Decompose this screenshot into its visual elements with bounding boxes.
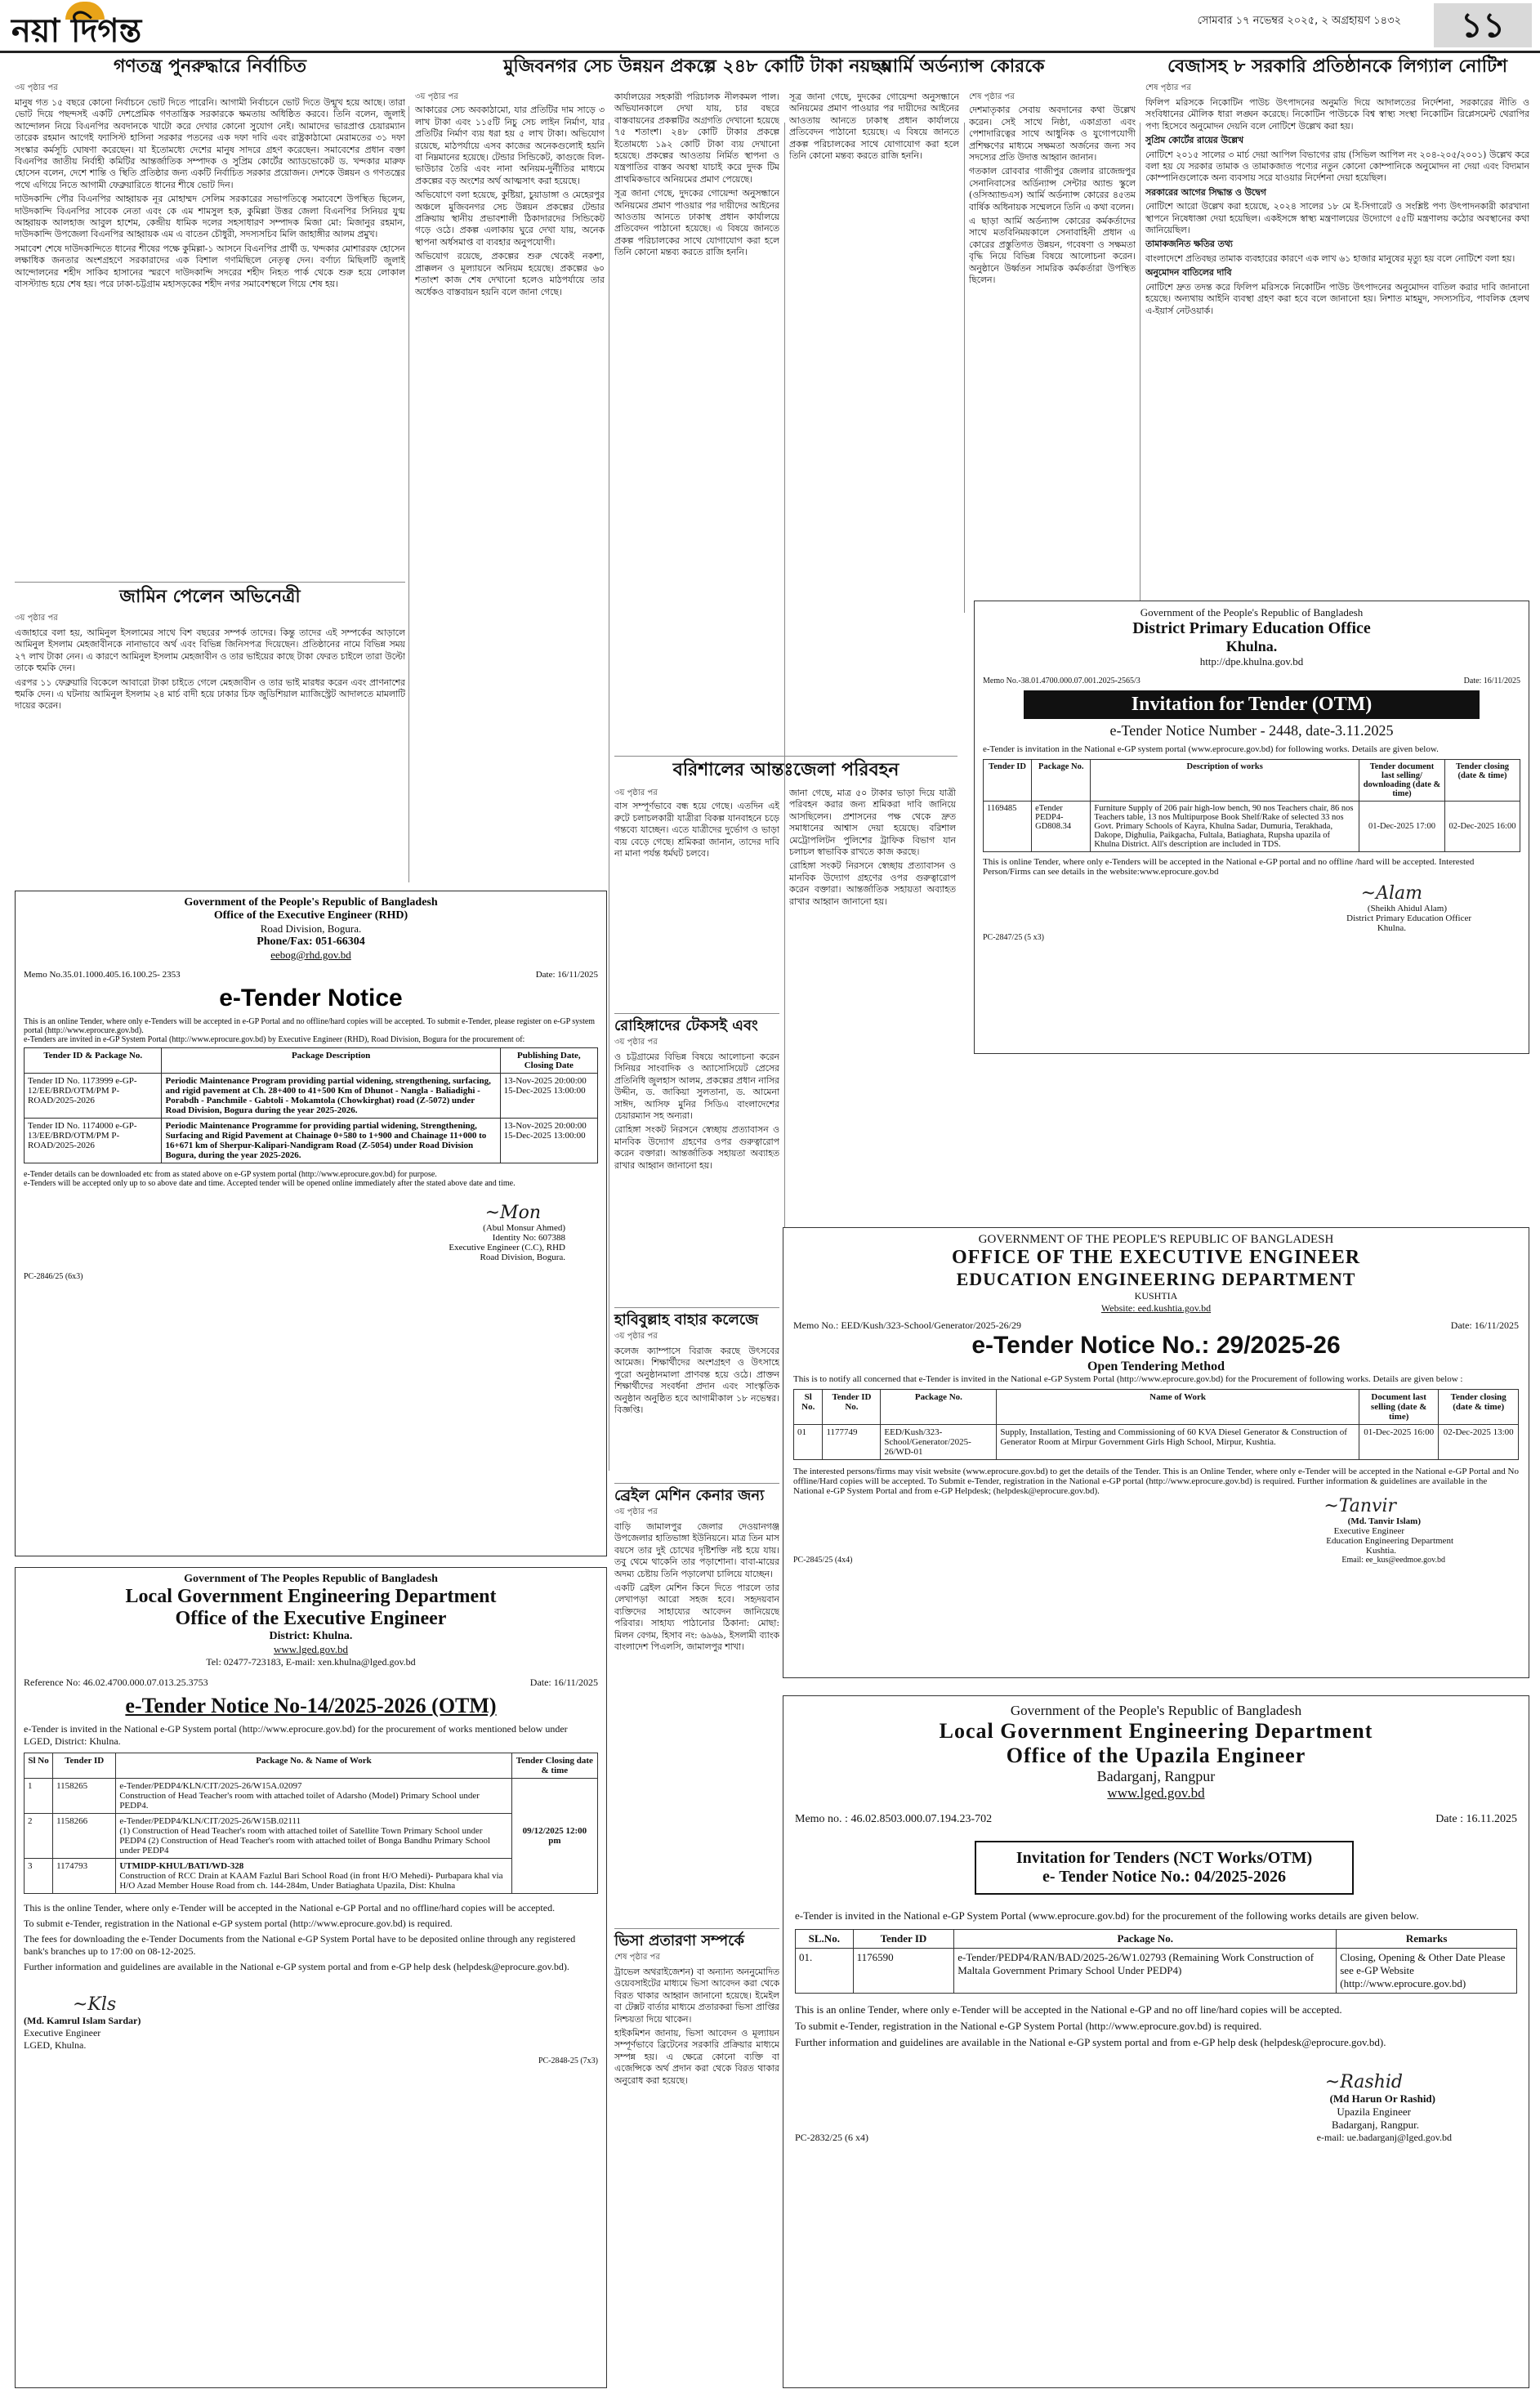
- table-cell: 1169485: [984, 802, 1032, 852]
- column-header: Tender closing (date & time): [1439, 1390, 1519, 1425]
- signatory-email: e-mail: ue.badarganj@lged.gov.bd: [1316, 2132, 1452, 2143]
- table-cell: e-Tender/PEDP4/RAN/BAD/2025-26/W1.02793 (Remaining Work Construction of Maltala Government Primary School Under PEDP4): [954, 1949, 1337, 1994]
- ad-reference: Reference No: 46.02.4700.000.07.013.25.3753: [24, 1677, 208, 1688]
- ad-title: e-Tender Notice: [219, 985, 403, 1011]
- ad-district: Khulna.: [1225, 638, 1278, 654]
- table-cell: Closing, Opening & Other Date Please see e-GP Website (http://www.eprocure.gov.bd): [1337, 1949, 1517, 1994]
- table-cell: 1158265: [53, 1779, 116, 1814]
- column-header: Package No.: [954, 1930, 1337, 1949]
- ad-intro: e-Tender is invited in the National e-GP System portal (http://www.eprocure.gov.bd) for the procurement of works mentioned below under LGED, District: Khulna.: [24, 1723, 568, 1747]
- paragraph: হাইকমিশন জানায়, ভিসা আবেদন ও মূল্যায়ন সম্পূর্ণভাবে ব্রিটেনের সরকারি প্রক্রিয়ার মাধ্যমে সম্পন্ন হয়। এ ক্ষেত্রে কোনো ব্যক্তি বা এজেন্সিকে অর্থ প্রদান করা থেকে বিরত থাকার অনুরোধ করা হয়েছে।: [614, 2028, 779, 2086]
- article-army-col1: [789, 92, 959, 761]
- table-cell: Tender ID No. 1174000 e-GP-13/EE/BRD/OTM/PM P-ROAD/2025-2026: [25, 1119, 162, 1163]
- signatory-title: Executive Engineer (C.C), RHD: [449, 1243, 565, 1253]
- ad-intro: This is an online Tender, where only e-Tenders will be accepted in e-GP Portal and no offline/hard copies will be accepted. To submit e-Tender, please register on e-GP system portal (http://www.eprocure.gov.bd).: [24, 1017, 596, 1035]
- column-header: Package No. & Name of Work: [116, 1753, 511, 1779]
- ad-dept-line: EDUCATION ENGINEERING DEPARTMENT: [956, 1269, 1356, 1289]
- pc-code: PC-2847/25 (5 x3): [983, 933, 1044, 942]
- ad-office-line: OFFICE OF THE EXECUTIVE ENGINEER: [951, 1247, 1361, 1268]
- table-row: [794, 1425, 1519, 1460]
- column-header: Sl No: [25, 1753, 53, 1779]
- tender-table: [983, 759, 1520, 852]
- table-cell: Supply, Installation, Testing and Commissioning of 60 KVA Diesel Generator & Construction of Generator Room at Mirpur Government Girls High School, Mirpur, Kushtia.: [997, 1425, 1359, 1460]
- article-mujibnagar-col1: [415, 92, 605, 864]
- ad-gov-line: Government of the People's Republic of Bangladesh: [1140, 606, 1364, 618]
- pc-code: PC-2832/25 (6 x4): [795, 2132, 868, 2143]
- table-cell: Periodic Maintenance Program providing partial widening, strengthening, surfacing, and rigid pavement at Ch. 28+400 to 41+500 Km of Dhunot - Nangla - Baliadighi - Porabdh - Panchmile - Gabtoli - Mokamtola (Chowkirghat) road (Z-5072) under Road Division, Bogura during the year 2025-2026.: [162, 1074, 500, 1119]
- ad-division-line: Road Division, Bogura.: [260, 922, 362, 935]
- ad-intro: e-Tenders are invited in e-GP System Portal (http://www.eprocure.gov.bd) by Executive Engineer (RHD), Road Division, Bogura for the procurement of:: [24, 1035, 525, 1044]
- ad-date: Date: 16/11/2025: [1463, 677, 1520, 685]
- article-barishal-col2: [789, 788, 956, 1245]
- pc-code: PC-2845/25 (4x4): [793, 1556, 853, 1565]
- paragraph: কার্যালয়ের সহকারী পরিচালক নীলকমল পাল। অভিযানকালে দেখা যায়, চার বছরে বাস্তবায়নের প্রকল্পটির অগ্রগতি দেখানো হয়েছে ৭৫ শতাংশ। ২৪৮ কোটি টাকার প্রকল্পে ইতোমধ্যে ১৯২ কোটি টাকা ব্যয় দেখানো হয়েছে। প্রকল্পের আওতায় নির্মিত স্থাপনা ও যন্ত্রপাতির বাস্তব অবস্থা যাচাই করে দুদক টিম প্রাথমিকভাবে অনিয়মের প্রমাণ পেয়েছে।: [614, 92, 779, 185]
- table-cell: 3: [25, 1859, 53, 1894]
- tender-table: [793, 1389, 1519, 1460]
- article-body: [614, 1521, 779, 1905]
- tender-table: [795, 1929, 1517, 1994]
- article-legal-notice: [1145, 56, 1529, 611]
- subheading: সুপ্রিম কোর্টের রায়ের উল্লেখ: [1145, 135, 1244, 146]
- signatory-title: Executive Engineer: [1333, 1526, 1404, 1536]
- table-row: [25, 1779, 598, 1814]
- signatory-dept: Education Engineering Department: [1326, 1536, 1453, 1546]
- ad-title-box: [975, 1841, 1354, 1895]
- signature-icon: ~Alam: [1360, 883, 1422, 904]
- subheading: অনুমোদন বাতিলের দাবি: [1145, 267, 1232, 279]
- column-header: Tender ID: [984, 760, 1032, 802]
- ad-intro: e-Tender is invited in the National e-GP System Portal (www.eprocure.gov.bd) for the procurement of the following works details are given below.: [795, 1909, 1419, 1922]
- paragraph: আকারের সেচ অবকাঠামো, যার প্রতিটির দাম সাড়ে ৩ লাখ টাকা এবং ১১৫টি নিচু সেচ লাইন নির্মাণ, যার প্রতিটির নির্মাণ ব্যয় ধরা হয় ৫ লাখ টাকা। অভিযোগ রয়েছে, মাঠপর্যায়ে এসব কাজের অনেকগুলোই হয়নি বা নিম্নমানের হয়েছে। টেন্ডার সিন্ডিকেট, কাগুজে বিল-ভাউচার তৈরি এবং নানা অনিয়ম-দুর্নীতির মাধ্যমে প্রকল্পের বড় অংশের অর্থ আত্মসাৎ করা হয়েছে।: [415, 105, 605, 186]
- ad-office-line: Office of the Executive Engineer: [175, 1608, 447, 1629]
- table-row: [796, 1949, 1517, 1994]
- ad-title: e-Tender Notice No.: 29/2025-26: [971, 1332, 1341, 1359]
- table-cell: 1: [25, 1779, 53, 1814]
- paragraph: রোহিঙ্গা সংকট নিরসনে স্বেচ্ছায় প্রত্যাবাসন ও মানবিক উদ্যোগ গ্রহণের ওপর গুরুত্বারোপ করেন বক্তারা। আন্তর্জাতিক সহায়তা অব্যাহত রাখার আহ্বান জানানো হয়।: [789, 860, 956, 907]
- headline: বরিশালের আন্তঃজেলা পরিবহন: [614, 756, 957, 782]
- ad-phone: Phone/Fax: 051-66304: [257, 936, 365, 948]
- column-header: Package No.: [881, 1390, 997, 1425]
- signature-icon: ~Rashid: [1324, 2072, 1403, 2092]
- tender-table: [24, 1047, 598, 1163]
- ad-district: KUSHTIA: [1134, 1290, 1178, 1302]
- column-header: Remarks: [1337, 1930, 1517, 1949]
- signatory-name: (Abul Monsur Ahmed): [483, 1223, 565, 1233]
- signatory-id: Identity No: 607388: [492, 1233, 565, 1243]
- article-habibullah-college: [614, 1307, 779, 1471]
- column-header: Tender ID No.: [823, 1390, 881, 1425]
- paragraph: বাড়ি জামালপুর জেলার দেওয়ানগঞ্জ উপজেলার হাতিভাঙ্গা ইউনিয়নে। মাত্র তিন মাস বয়সে তার দুই চোখের দৃষ্টিশক্তি নষ্ট হয়ে যায়। তবু থেমে থাকেনি তার পড়াশোনা। বাবা-মায়ের অদম্য চেষ্টায় তিনি পড়ালেখা চালিয়ে যাচ্ছেন।: [614, 1521, 779, 1579]
- paragraph: ফিলিপ মরিসকে নিকোটিন পাউচ উৎপাদনের অনুমতি দিয়ে আদালতের নির্দেশনা, সরকারের নীতি ও সংবিধানের মৌলিক ধারা লঙ্ঘন করেছে। নিকোটিন পাউচকে বিশ্ব স্বাস্থ্য সংস্থা নিকোটিন রিপ্লেসমেন্ট থেরাপির পণ্য হিসেবে অনুমোদন দেয়নি বলে নোটিশে উল্লেখ করা হয়।: [1145, 97, 1529, 132]
- tender-table: [24, 1753, 598, 1894]
- paragraph: একটি ব্রেইল মেশিন কিনে দিতে পারলে তার লেখাপড়া আরো সহজ হবে। সহৃদয়বান ব্যক্তিদের সাহায্যের আবেদন জানিয়েছে পরিবার। সাহায্য পাঠানোর ঠিকানা: মোছা: মিলন বেগম, হিসাব নং: ৬৯৬৯, ইসলামী ব্যাংক বাংলাদেশ পিএলসি, জামালপুর শাখা।: [614, 1583, 779, 1653]
- ad-subtitle: e-Tender Notice Number - 2448, date-3.11.2025: [1109, 722, 1394, 739]
- ad-footnote: The interested persons/firms may visit website (www.eprocure.gov.bd) to get the details of the Tender. This is an Online Tender, where only e-Tender will be accepted in the National e-GP Portal and No offline/Hard copies will be accepted. To Submit e-Tender, registration in the National e-GP portal (http://www.eprocure.gov.bd) is required. Further information & guidelines are available in the National e-GP System Portal and from e-GP Helpdesk; (helpdesk@eprocure.gov.bd).: [793, 1467, 1519, 1496]
- column-header: Document last selling (date & time): [1359, 1390, 1439, 1425]
- signatory-title: Upazila Engineer: [1337, 2106, 1411, 2118]
- ad-website[interactable]: www.lged.gov.bd: [273, 1643, 349, 1655]
- signatory-place: Badarganj, Rangpur.: [1332, 2119, 1419, 2131]
- table-cell: 01: [794, 1425, 823, 1460]
- ad-website[interactable]: http://dpe.khulna.gov.bd: [1199, 655, 1304, 668]
- ad-intro: e-Tender is invitation in the National e-GP system portal (www.eprocure.gov.bd) for following works. Details are given below.: [983, 744, 1439, 754]
- table-cell: 2: [25, 1814, 53, 1859]
- ad-memo: Memo No.-38.01.4700.000.07.001.2025-2565/3: [983, 677, 1140, 685]
- ad-district: Badarganj, Rangpur: [1096, 1768, 1216, 1784]
- article-army-head: [789, 56, 1132, 88]
- ad-title: e-Tender Notice No-14/2025-2026 (OTM): [125, 1694, 497, 1717]
- headline: ভিসা প্রতারণা সম্পর্কে: [614, 1928, 779, 1951]
- table-cell: 13-Nov-2025 20:00:00 15-Dec-2025 13:00:00: [500, 1074, 597, 1119]
- work-name: (1) Construction of Head Teacher's room with attached toilet of Satellite Town Primary School under PEDP4 (2) Construction of Head Teacher's room with attached toilet of Bonga Bandhu Primary School under PEDP4: [119, 1826, 491, 1855]
- paragraph: মানুষ গত ১৫ বছরে কোনো নির্বাচনে ভোট দিতে পারেনি। আগামী নির্বাচনে ভোট দিতে উন্মুখ হয়ে আছে। তারা ভোট দিয়ে পছন্দসই একটি দেশপ্রেমিক গণতান্ত্রিক সরকারকে ক্ষমতায় অধিষ্ঠিত করবে। তিনি বলেন, জুলাই আন্দোলন নিয়ে বিএনপির অবদানকে খাটো করে দেখার কোনো সুযোগ নেই। আমাদের ভারপ্রাপ্ত চেয়ারম্যান তারেক রহমান আগেই ফ্যাসিস্ট হাসিনা সরকার পতনের এক দফা দাবি এবং রাষ্ট্রকাঠামো মেরামতের ৩১ দফা সংস্কার কর্মসূচি ঘোষণা করেছেন। যা ইতোমধ্যে দেশের মানুষ সাদরে গ্রহণ করেছেন। সমাবেশের প্রধান বক্তা বিএনপির জাতীয় নির্বাহী কমিটির আন্তর্জাতিক সম্পাদক ও সুপ্রিম কোর্টের অ্যাডভোকেট ড. খন্দকার মারুফ হোসেন বলেন, দেশে শান্তি ও স্থিতি প্রতিষ্ঠার জন্য একটি নির্বাচিত সরকার প্রয়োজন। দেশকে উন্নয়ন ও গণতন্ত্রের পথে এগিয়ে নিতে আগামী ফেব্রুয়ারিতে ধানের শীষে ভোট দিন।: [15, 97, 405, 190]
- table-cell: 01-Dec-2025 16:00: [1359, 1425, 1439, 1460]
- article-body: [15, 627, 405, 889]
- table-header: [984, 760, 1520, 802]
- ad-footnote: The fees for downloading the e-Tender Documents from the National e-GP System Portal have to be deposited online through any registered bank's branches up to 17:00 on 08-12-2025.: [24, 1933, 576, 1957]
- paragraph: অভিযোগ রয়েছে, প্রকল্পের শুরু থেকেই নকশা, প্রাক্কলন ও মূল্যায়নে অনিয়ম হয়েছে। প্রকল্পের ৬০ শতাংশ কাজ শেষ দেখানো হলেও মাঠপর্যায়ে তার অর্ধেকও বাস্তবায়ন হয়নি বলে জানা গেছে।: [415, 251, 605, 297]
- signatory-title: District Primary Education Officer: [1346, 913, 1471, 923]
- headline: বেজাসহ ৮ সরকারি প্রতিষ্ঠানকে লিগ্যাল নোটিশ: [1167, 56, 1507, 77]
- table-row: [25, 1119, 598, 1163]
- article-body: [1145, 97, 1529, 604]
- ad-email[interactable]: eebog@rhd.gov.bd: [270, 949, 351, 961]
- ad-date: Date: 16/11/2025: [1450, 1320, 1519, 1331]
- table-cell: 13-Nov-2025 20:00:00 15-Dec-2025 13:00:00: [500, 1119, 597, 1163]
- pc-code: PC-2846/25 (6x3): [24, 1272, 83, 1281]
- paragraph: দাউদকান্দি পৌর বিএনপির আহ্বায়ক নূর মোহাম্মদ সেলিম সরকারের সভাপতিত্বে সমাবেশে উপস্থিত ছিলেন, দাউদকান্দি বিএনপির সাবেক নেতা এবং কে এম শামসুল হক, কুমিল্লা উত্তর জেলা বিএনপির সিনিয়র যুগ্ম আহ্বায়ক আলহাজ আবুল হাশেম, কেন্দ্রীয় ধামিক দলের সহসাধারণ সম্পাদক মিজা মো: মিজানুর রহমান, দাউদকান্দি উপজেলা বিএনপির আহ্বায়ক এম এ বাতেন চৌধুরী, সদস্যসচিব মিলি জাহাঙ্গীর আলম প্রমুখ।: [15, 194, 405, 240]
- continuation-note: ৩য় পৃষ্ঠার পর: [15, 614, 58, 623]
- continuation-note: ৩য় পৃষ্ঠার পর: [614, 1332, 658, 1341]
- paragraph: ও চট্টগ্রামের বিভিন্ন বিষয়ে আলোচনা করেন সিনিয়র সাংবাদিক ও অ্যাসোসিয়েট প্রেসের প্রতিনিধি জুলহাস আলম, প্রকল্পের প্রধান নাসির উদ্দীন, ড. জাকিয়া সুলতানা, ড. আমেনা সাঈদ, আসিফ মুনির সিডিএ বাংলাদেশের চেয়ারম্যান সহ অন্যরা।: [614, 1052, 779, 1122]
- ad-website[interactable]: www.lged.gov.bd: [1107, 1785, 1205, 1801]
- table-cell: 1176590: [853, 1949, 954, 1994]
- signatory-place: Khulna.: [1377, 923, 1406, 933]
- ad-office-line: District Primary Education Office: [1132, 619, 1371, 637]
- table-header: [25, 1753, 598, 1779]
- ad-dept-line: Local Government Engineering Department: [125, 1586, 497, 1607]
- column-header: Sl No.: [794, 1390, 823, 1425]
- paragraph: অভিযোগে বলা হয়েছে, কুষ্টিয়া, চুয়াডাঙ্গা ও মেহেরপুর অঞ্চলে মুজিবনগর সেচ উন্নয়ন প্রকল্পের টেন্ডার প্রক্রিয়ায় স্থানীয় প্রভাবশালী ঠিকাদারদের সিন্ডিকেট গড়ে ওঠে। প্রকল্প এলাকায় ঘুরে দেখা যায়, অনেক স্থাপনা অর্ধসমাপ্ত বা ব্যবহার অনুপযোগী।: [415, 190, 605, 248]
- signature-icon: ~Mon: [484, 1203, 541, 1223]
- table-cell: Tender ID No. 1173999 e-GP-12/EE/BRD/OTM/PM P-ROAD/2025-2026: [25, 1074, 162, 1119]
- ad-footnote: e-Tender details can be downloaded etc from as stated above on e-GP system portal (http://www.eprocure.gov.bd) for purpose.: [24, 1170, 437, 1179]
- table-header: [25, 1048, 598, 1074]
- continuation-note: ৩য় পৃষ্ঠার পর: [415, 92, 458, 101]
- ad-lged-khulna: [15, 1567, 607, 2388]
- masthead: [0, 0, 1540, 53]
- article-body: [15, 97, 405, 587]
- signatory-place: Road Division, Bogura.: [480, 1253, 565, 1262]
- column-header: Name of Work: [997, 1390, 1359, 1425]
- paragraph: বাস সম্পূর্ণভাবে বন্ধ হয়ে গেছে। এতদিন এই রুটে চলাচলকারী যাত্রীরা বিকল্প যানবাহনে চড়ে গন্তব্যে যাচ্ছেন। এতে যাত্রীদের দুর্ভোগ ও ভাড়া ব্যয় বেড়ে গেছে। শ্রমিকরা জানান, তাদের দাবি না মানা পর্যন্ত ধর্মঘট চলবে।: [614, 801, 779, 860]
- ad-title: Invitation for Tender (OTM): [1024, 690, 1480, 719]
- table-cell: Furniture Supply of 206 pair high-low bench, 90 nos Teachers chair, 86 nos Teachers table, 13 nos Multipurpose Book Shelf/Rake of selected 33 nos Govt. Primary Schools of Kayra, Khulna Sadar, Dumuria, Terakhada, Dakope, Dighulia, Paikgacha, Fultala, Batiaghata, Rupsha upazila of Khulna District. All's description are included in TDS.: [1091, 802, 1359, 852]
- paragraph: জানা গেছে, মাত্র ৫০ টাকার ভাড়া দিয়ে যাত্রী পরিবহন করার জন্য শ্রমিকরা দাবি জানিয়ে আসছিলেন। প্রশাসনের পক্ষ থেকে দ্রুত সমাধানের আশ্বাস দেয়া হয়েছে। বরিশাল মেট্রোপলিটন পুলিশের ট্রাফিক বিভাগ যান চলাচল স্বাভাবিক রাখতে কাজ করছে।: [789, 788, 956, 858]
- table-cell: 01.: [796, 1949, 854, 1994]
- table-cell: Periodic Maintenance Programme for providing partial widening, Strengthening, Surfacing and Rigid Pavement at Chainage 0+580 to 1+900 and Chainage 11+000 to 16+671 km of Sherpur-Kalipari-Nandigram Road (Z-5054) under Road Division Bogura, during the year 2025-2026.: [162, 1119, 500, 1163]
- ad-dept-line: Local Government Engineering Department: [939, 1719, 1373, 1743]
- pc-code: PC-2848-25 (7x3): [538, 2056, 598, 2065]
- paragraph: সমাবেশ শেষে দাউদকান্দিতে ধানের শীষের পক্ষে কুমিল্লা-১ আসনে বিএনপির প্রার্থী ড. খন্দকার মোশাররফ হোসেন লক্ষাধিক জনতার অংশগ্রহণে সরকারাদের এক বিশাল গণমিছিলে নেতৃত্ব দেন। বর্ণাঢ্য মিছিলটি জুলাই আন্দোলনের শহীদ সাকিব হাসানের স্মরণে দাউদকান্দি সদরের শহীদ নিহত পার্ক থেকে শুরু হয়ে লোকাল বাসস্ট্যান্ড হয়ে শেষ হয়। পরে ঢাকা-চট্টগ্রাম মহাসড়কের শহীদ নগর সমাবেশস্থলে গিয়ে শেষ হয়।: [15, 243, 405, 290]
- table-header: [794, 1390, 1519, 1425]
- ad-date: Date: 16/11/2025: [535, 970, 598, 980]
- paragraph: বাংলাদেশে প্রতিবছর তামাক ব্যবহারের কারণে এক লাখ ৬১ হাজার মানুষের মৃত্যু হয় বলে নোটিশে বলা হয়।: [1145, 252, 1515, 264]
- work-name: Construction of Head Teacher's room with attached toilet of Adarsho (Model) Primary School under PEDP4.: [119, 1791, 480, 1811]
- ad-date: Date : 16.11.2025: [1435, 1813, 1517, 1825]
- signatory-name: (Sheikh Ahidul Alam): [1367, 904, 1447, 913]
- column-header: Publishing Date, Closing Date: [500, 1048, 597, 1074]
- headline: গণতন্ত্র পুনরুদ্ধারে নির্বাচিত: [114, 56, 306, 77]
- continuation-note: শেষ পৃষ্ঠার পর: [969, 92, 1015, 101]
- column-header: Description of works: [1091, 760, 1359, 802]
- ad-office-line: Office of the Upazila Engineer: [1006, 1744, 1306, 1767]
- table-cell: 09/12/2025 12:00 pm: [511, 1779, 597, 1894]
- column-header: Tender document last selling/ downloading (date & time): [1359, 760, 1444, 802]
- ad-memo: Memo No.35.01.1000.405.16.100.25- 2353: [24, 970, 181, 980]
- ad-gov-line: Government of the People's Republic of Bangladesh: [184, 896, 438, 909]
- ad-footnote: This is online Tender, where only e-Tenders will be accepted in the National e-GP portal and no offline /hard will be accepted. Interested Person/Firms can see details in the website:www.eprocure.gov.bd: [983, 857, 1475, 877]
- table-cell: 1177749: [823, 1425, 881, 1460]
- headline: রোহিঙ্গাদের টেকসই এবং: [614, 1013, 779, 1036]
- ad-contact: Tel: 02477-723183, E-mail: xen.khulna@lged.gov.bd: [206, 1656, 416, 1668]
- article-barishal-head: [614, 756, 957, 784]
- signature-icon: ~Kls: [73, 1994, 117, 2015]
- continuation-note: ৩য় পৃষ্ঠার পর: [614, 788, 658, 797]
- ad-gov-line: Government of the People's Republic of Bangladesh: [1010, 1703, 1302, 1718]
- paragraph: রোহিঙ্গা সংকট নিরসনে স্বেচ্ছায় প্রত্যাবাসন ও মানবিক উদ্যোগ গ্রহণের ওপর গুরুত্বারোপ করেন বক্তারা। আন্তর্জাতিক সহায়তা অব্যাহত রাখার আহ্বান জানানো হয়।: [614, 1124, 779, 1171]
- article-braille-machine: [614, 1483, 779, 1916]
- subheading: সরকারের আগের সিদ্ধান্ত ও উদ্বেগ: [1145, 186, 1266, 198]
- newspaper-logo: নয়া দিগন্ত: [11, 12, 142, 50]
- ad-dpe-khulna: [974, 601, 1529, 1054]
- article-body: [614, 1967, 779, 2375]
- article-actress-bail: [15, 582, 405, 886]
- paragraph: নোটিশে ২০১৫ সালের ৩ মার্চ দেয়া আপিল বিভাগের রায় (সিভিল আপিল নং ২০৪-২০৫/২০০১) উল্লেখ করে বলা হয় যে সরকার তামাক ও তামাকজাত পণ্যের নতুন কোনো কোম্পানিকে অনুমোদন না দেয়া এবং বিদ্যমান কোম্পানিগুলোকে অন্য ব্যবসায় সরে যাওয়ার নির্দেশনা দেয়া হয়েছিল।: [1145, 149, 1529, 184]
- ad-intro: This is to notify all concerned that e-Tender is invited in the National e-GP System Portal (http://www.eprocure.gov.bd) for the Procurement of following works. Details are given below :: [793, 1374, 1463, 1384]
- signatory-name: (Md. Kamrul Islam Sardar): [24, 2015, 141, 2026]
- ad-gov-line: Government of The Peoples Republic of Bangladesh: [184, 1573, 438, 1585]
- continuation-note: শেষ পৃষ্ঠার পর: [1145, 83, 1191, 92]
- table-cell: [116, 1779, 511, 1814]
- ad-footnote: This is the online Tender, where only e-Tender will be accepted in the National e-GP Portal and no offline/hard copies will be accepted.: [24, 1902, 556, 1913]
- ad-rhd-bogura: [15, 891, 607, 1556]
- table-row: [984, 802, 1520, 852]
- column-header: Package Description: [162, 1048, 500, 1074]
- package-no: e-Tender/PEDP4/KLN/CIT/2025-26/W15B.02111: [119, 1816, 301, 1826]
- table-row: [25, 1814, 598, 1859]
- paragraph: দেশমাতৃকার সেবায় অবদানের কথা উল্লেখ করেন। সেই সাথে নিষ্ঠা, একাগ্রতা এবং পেশাদারিত্বের সাথে আধুনিক ও যুগোপযোগী প্রশিক্ষণের মাধ্যমে সক্ষমতা অর্জনের জন্য সব সদস্যের প্রতি উদাত্ত আহ্বান জানান।: [969, 105, 1136, 163]
- ad-website[interactable]: Website: eed.kushtia.gov.bd: [1100, 1302, 1212, 1314]
- paragraph: এ ছাড়া আর্মি অর্ডন্যান্স কোরের কর্মকর্তাদের সাথে মতবিনিময়কালে সেনাবাহিনী প্রধান এ কোরের প্রস্তুতিগত উন্নয়ন, গবেষণা ও সক্ষমতা বৃদ্ধি নিয়ে বিভিন্ন বিষয়ে আলোচনা করেন। অনুষ্ঠানে উর্ধ্বতন সামরিক কর্মকর্তারা উপস্থিত ছিলেন।: [969, 216, 1136, 286]
- work-name: Construction of RCC Drain at KAAM Fazlul Bari School Road (in front H/O Mehedi)- Purbapara khal via H/O Azad Member House Road from ch. 144-284m, Under Batiaghata Upazila, Dist: Khulna: [119, 1871, 503, 1891]
- paragraph: সূত্র জানা গেছে, দুদকের গোয়েন্দা অনুসন্ধানে অনিয়মের প্রমাণ পাওয়ার পর দায়ীদের আইনের আওতায় আনতে ঢাকাস্থ প্রধান কার্যালয়ে প্রতিবেদন পাঠানো হয়েছে। এ বিষয়ে জানতে প্রকল্প পরিচালকের সাথে যোগাযোগ করা হলে তিনি কোনো মন্তব্য করতে রাজি হননি।: [614, 188, 779, 258]
- table-cell: 1158266: [53, 1814, 116, 1859]
- column-header: Package No.: [1032, 760, 1091, 802]
- ad-subtitle: Open Tendering Method: [1087, 1360, 1225, 1373]
- continuation-note: ৩য় পৃষ্ঠার পর: [614, 1507, 658, 1516]
- table-row: [25, 1074, 598, 1119]
- table-cell: [116, 1859, 511, 1894]
- column-header: Tender Closing date & time: [511, 1753, 597, 1779]
- issue-date: সোমবার ১৭ নভেম্বর ২০২৫, ২ অগ্রহায়ণ ১৪৩২: [1197, 15, 1401, 27]
- ad-gov-line: GOVERNMENT OF THE PEOPLE'S REPUBLIC OF BANGLADESH: [978, 1233, 1334, 1246]
- paragraph: ট্রাভেল অথরাইজেশন) বা অন্যান্য অননুমোদিত ওয়েবসাইটের মাধ্যমে ভিসা আবেদন করা থেকে বিরত থাকার আহ্বান জানানো হয়েছে। ইমেইল বা টেক্সট বার্তার মাধ্যমে প্রতারকরা ভিসা প্রাপ্তির নিশ্চয়তা দিয়ে থাকেন।: [614, 1967, 779, 2025]
- paragraph: নোটিশে আরো উল্লেখ করা হয়েছে, ২০২৪ সালের ১৮ মে ই-সিগারেট ও সংশ্লিষ্ট পণ্য উৎপাদনকারী কারখানা স্থাপনে নিষেধাজ্ঞা দেয়া হয়েছিল। একইসঙ্গে স্বাস্থ্য মন্ত্রণালয়ের উদ্যোগে ৫৫টি মন্ত্রণালয় কঠোর অবস্থানের কথা জানিয়েছিল।: [1145, 201, 1529, 236]
- column-header: Tender ID & Package No.: [25, 1048, 162, 1074]
- ad-district: District: Khulna.: [269, 1630, 353, 1642]
- column-header: SL.No.: [796, 1930, 854, 1949]
- ad-memo: Memo no. : 46.02.8503.000.07.194.23-702: [795, 1813, 993, 1825]
- ad-memo: Memo No.: EED/Kush/323-School/Generator/2025-26/29: [793, 1320, 1021, 1331]
- page-number: ১১: [1434, 3, 1532, 47]
- article-body: [614, 1346, 779, 1468]
- article-democracy: [15, 56, 405, 587]
- ad-footnote: e-Tenders will be accepted only up to so above date and time. Accepted tender will be opened online immediately after the stated above date and time.: [24, 1179, 516, 1188]
- ad-subtitle: e- Tender Notice No.: 04/2025-2026: [1042, 1868, 1286, 1886]
- paragraph: এরপর ১১ ফেব্রুয়ারি বিকেলে আবারো টাকা চাইতে গেলে মেহজাবীন ও তার ভাই মারধর করেন এবং প্রাণনাশের হুমকি দেন। এ ঘটনায় আমিনুল ইসলাম ২৪ মার্চ বাদী হয়ে ঢাকার চিফ জুডিশিয়াল ম্যাজিস্ট্রেট আদালতে মামলাটি দায়ের করেন।: [15, 677, 405, 712]
- subheading: তামাকজনিত ক্ষতির তথ্য: [1145, 239, 1233, 250]
- table-cell: [116, 1814, 511, 1859]
- headline: ব্রেইল মেশিন কেনার জন্য: [614, 1483, 779, 1506]
- paragraph: নোটিশে দ্রুত তদন্ত করে ফিলিপ মরিসকে নিকোটিন পাউচ উৎপাদনের অনুমোদন বাতিল করার দাবি জানানো হয়েছে। অন্যথায় আইনি ব্যবস্থা গ্রহণ করা হবে বলে জানানো হয়। নিশাত মাহমুদ, সদস্যসচিব, পাবলিক হেলথ এ-ইয়ার্স নেটওয়ার্ক।: [1145, 281, 1529, 316]
- ad-footnote: To submit e-Tender, registration in the National e-GP System Portal (http://www.eprocure.gov.bd) is required.: [795, 2020, 1262, 2032]
- article-visa-fraud: [614, 1928, 779, 2386]
- ad-footnote: To submit e-Tender, registration in the National e-GP system portal (http://www.eprocure.gov.bd) is required.: [24, 1918, 453, 1929]
- signatory-name: (Md Harun Or Rashid): [1329, 2092, 1435, 2105]
- signatory-title: Executive Engineer: [24, 2027, 101, 2039]
- signatory-name: (Md. Tanvir Islam): [1347, 1516, 1421, 1526]
- table-cell: EED/Kush/323-School/Generator/2025-26/WD-01: [881, 1425, 997, 1460]
- package-no: e-Tender/PEDP4/KLN/CIT/2025-26/W15A.02097: [119, 1781, 302, 1791]
- headline: আর্মি অর্ডন্যান্স কোরকে: [877, 56, 1045, 77]
- paragraph: গতকাল রোববার গাজীপুর জেলার রাজেন্দ্রপুর সেনানিবাসের অর্ডিন্যান্স সেন্টার অ্যান্ড স্কুলে (ওসিঅ্যান্ডএস) আর্মি অর্ডন্যান্স কোরের ৪৫তম বার্ষিক অধিনায়ক সম্মেলনে তিনি এ কথা বলেন।: [969, 166, 1136, 212]
- ad-eed-kushtia: [783, 1227, 1529, 1678]
- table-row: [25, 1859, 598, 1894]
- ad-date: Date: 16/11/2025: [529, 1677, 598, 1688]
- signatory-place: LGED, Khulna.: [24, 2039, 87, 2051]
- paragraph: এজাহারে বলা হয়, আমিনুল ইসলামের সাথে বিশ বছরের সম্পর্ক তাদের। কিন্তু তাদের এই সম্পর্কের আড়ালে আমিনুল ইসলাম মেহজাবীনকে নানাভাবে অর্থ এবং বিভিন্ন জিনিসপত্র দিয়েছেন। প্রতিষ্ঠানের নামে বিভিন্ন সময় ২৭ লাখ টাকা নেন। এ কারণে আমিনুল ইসলাম মেহজাবীন ও তার ভাইয়ের কাছে টাকা ফেরত চাইলে তারা উল্টো তাকে হুমকি দেন।: [15, 627, 405, 674]
- headline: মুজিবনগর সেচ উন্নয়ন প্রকল্পে ২৪৮ কোটি টাকা নয়ছয়: [503, 56, 892, 77]
- ad-title: Invitation for Tenders (NCT Works/OTM): [1016, 1849, 1313, 1867]
- headline: হাবিবুল্লাহ বাহার কলেজে: [614, 1307, 779, 1330]
- package-no: UTMIDP-KHUL/BATI/WD-328: [119, 1861, 244, 1871]
- article-barishal-col1: [614, 788, 779, 1008]
- paragraph: কলেজ ক্যাম্পাসে বিরাজ করছে উৎসবের আমেজ। শিক্ষার্থীদের অংশগ্রহণ ও উৎসাহে পুরো অনুষ্ঠানমালা প্রাণবন্ত হয়ে ওঠে। প্রাক্তন শিক্ষার্থীদের সংবর্ধনা প্রদান এবং সাংস্কৃতিক অনুষ্ঠান অনুষ্ঠিত হবে আগামীকাল ১৮ নভেম্বর। বিজ্ঞপ্তি।: [614, 1346, 779, 1416]
- ad-office-line: Office of the Executive Engineer (RHD): [213, 909, 408, 922]
- headline: জামিন পেলেন অভিনেত্রী: [15, 582, 405, 609]
- column-header: Tender closing (date & time): [1445, 760, 1520, 802]
- continuation-note: শেষ পৃষ্ঠার পর: [614, 1953, 660, 1962]
- column-header: Tender ID: [53, 1753, 116, 1779]
- continuation-note: ৩য় পৃষ্ঠার পর: [614, 1038, 658, 1047]
- table-cell: 1174793: [53, 1859, 116, 1894]
- paragraph: সূত্র জানা গেছে, দুদকের গোয়েন্দা অনুসন্ধানে অনিয়মের প্রমাণ পাওয়ার পর দায়ীদের আইনের আওতায় আনতে ঢাকাস্থ প্রধান কার্যালয়ে প্রতিবেদন পাঠানো হয়েছে। এ বিষয়ে জানতে প্রকল্প পরিচালকের সাথে যোগাযোগ করা হলে তিনি কোনো মন্তব্য করতে রাজি হননি।: [789, 92, 959, 162]
- column-header: Tender ID: [853, 1930, 954, 1949]
- table-cell: 02-Dec-2025 16:00: [1445, 802, 1520, 852]
- article-rohingya: [614, 1013, 779, 1291]
- table-cell: 01-Dec-2025 17:00: [1359, 802, 1444, 852]
- signature-icon: ~Tanvir: [1324, 1496, 1396, 1516]
- table-cell: eTender PEDP4-GD808.34: [1032, 802, 1091, 852]
- signatory-place: Kushtia.: [1366, 1546, 1396, 1556]
- signatory-email: Email: ee_kus@eedmoe.gov.bd: [1341, 1556, 1445, 1565]
- continuation-note: ৩য় পৃষ্ঠার পর: [15, 83, 58, 92]
- ad-footnote: This is an online Tender, where only e-Tender will be accepted in the National e-GP and no off line/hard copies will be accepted.: [795, 2003, 1342, 2016]
- ad-lged-rangpur: [783, 1695, 1529, 2388]
- ad-footnote: Further information and guidelines are available in the National e-GP system portal and from e-GP help desk (helpdesk@eprocure.gov.bd).: [795, 2036, 1386, 2048]
- table-cell: 02-Dec-2025 13:00: [1439, 1425, 1519, 1460]
- ad-footnote: Further information and guidelines are available in the National e-GP system portal and from e-GP help desk (helpdesk@eprocure.gov.bd).: [24, 1961, 569, 1972]
- article-body: [614, 1052, 779, 1280]
- article-mujibnagar-col2: [614, 92, 779, 761]
- table-header: [796, 1930, 1517, 1949]
